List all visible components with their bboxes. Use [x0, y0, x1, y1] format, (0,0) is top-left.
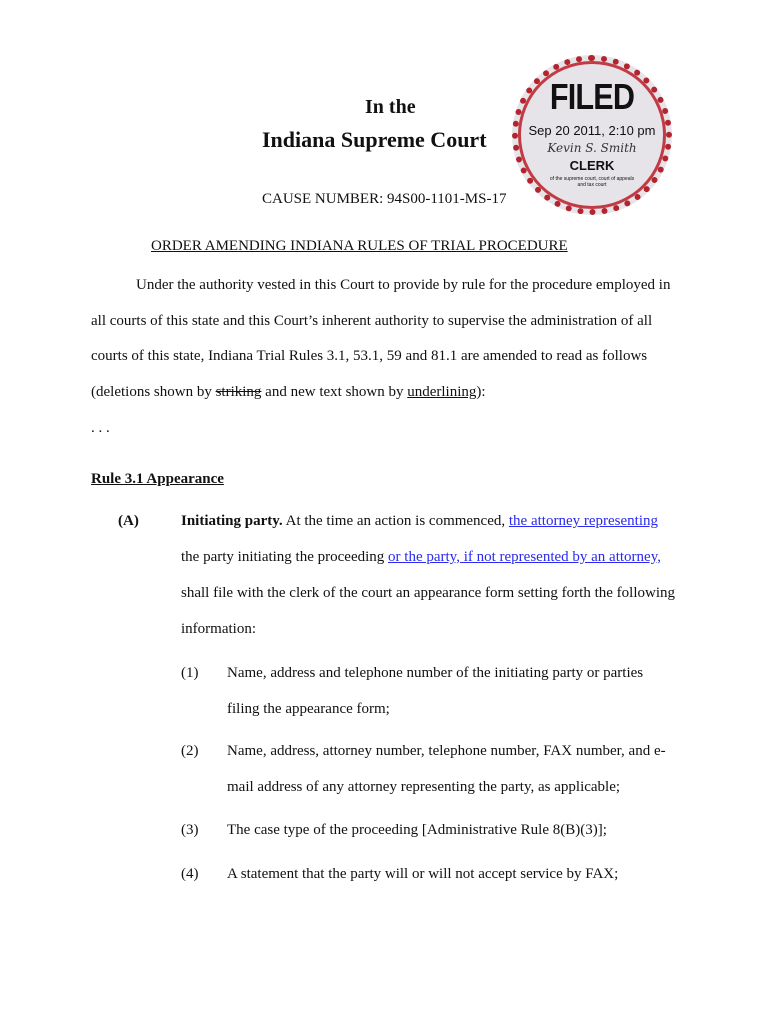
text: (deletions shown by	[91, 384, 216, 400]
inserted-text: or the party, if not represented by an attorney,	[388, 549, 661, 565]
court-header-line2: Indiana Supreme Court	[262, 127, 487, 152]
struck-text: striking	[215, 384, 262, 400]
text: and new text shown by	[261, 384, 408, 400]
text: ):	[476, 384, 486, 400]
item-number: (1)	[181, 665, 199, 681]
item-number: (3)	[181, 822, 199, 838]
intro-line: courts of this state, Indiana Trial Rules 3.1, 53.1, 59 and 81.1 are amended to read as follows	[91, 348, 648, 364]
subsection-label: (A)	[118, 513, 139, 529]
subsection-line: information:	[181, 621, 256, 637]
stamp-subtitle: of the supreme court, court of appeals and tax court	[549, 176, 635, 188]
item-number: (2)	[181, 743, 199, 759]
subsection-line	[181, 548, 661, 566]
rule-heading: Rule 3.1 Appearance	[91, 471, 224, 487]
item-text: A statement that the party will or will not accept service by FAX;	[227, 866, 619, 882]
text: At the time an action is commenced,	[282, 513, 509, 529]
bold-text: Initiating party.	[181, 513, 283, 529]
text: the party initiating the proceeding	[181, 549, 389, 565]
cause-number: CAUSE NUMBER: 94S00-1101-MS-17	[262, 191, 507, 207]
item-text: filing the appearance form;	[227, 701, 390, 717]
subsection-line: shall file with the clerk of the court an appearance form setting forth the following	[181, 585, 675, 601]
stamp-date: Sep 20 2011, 2:10 pm	[528, 123, 656, 138]
order-title: ORDER AMENDING INDIANA RULES OF TRIAL PROCEDURE	[151, 238, 568, 254]
item-text: Name, address and telephone number of the initiating party or parties	[227, 665, 644, 681]
intro-line: Under the authority vested in this Court to provide by rule for the procedure employed in	[136, 277, 671, 293]
intro-line	[91, 383, 486, 401]
stamp-signature: Kevin S. Smith	[547, 141, 637, 155]
ellipsis: . . .	[91, 420, 110, 436]
item-text: mail address of any attorney representing the party, as applicable;	[227, 779, 621, 795]
underlined-text: underlining	[407, 384, 477, 400]
court-header-line1: In the	[365, 96, 416, 118]
intro-line: all courts of this state and this Court’s inherent authority to supervise the administration of all	[91, 313, 653, 329]
inserted-text: the attorney representing	[508, 513, 658, 529]
stamp-role: CLERK	[569, 158, 615, 173]
filed-stamp	[512, 55, 672, 215]
stamp-title: FILED	[549, 76, 635, 117]
item-text: The case type of the proceeding [Administrative Rule 8(B)(3)];	[227, 822, 607, 838]
subsection-line	[181, 512, 658, 530]
item-text: Name, address, attorney number, telephone number, FAX number, and e-	[227, 743, 666, 759]
item-number: (4)	[181, 866, 199, 882]
